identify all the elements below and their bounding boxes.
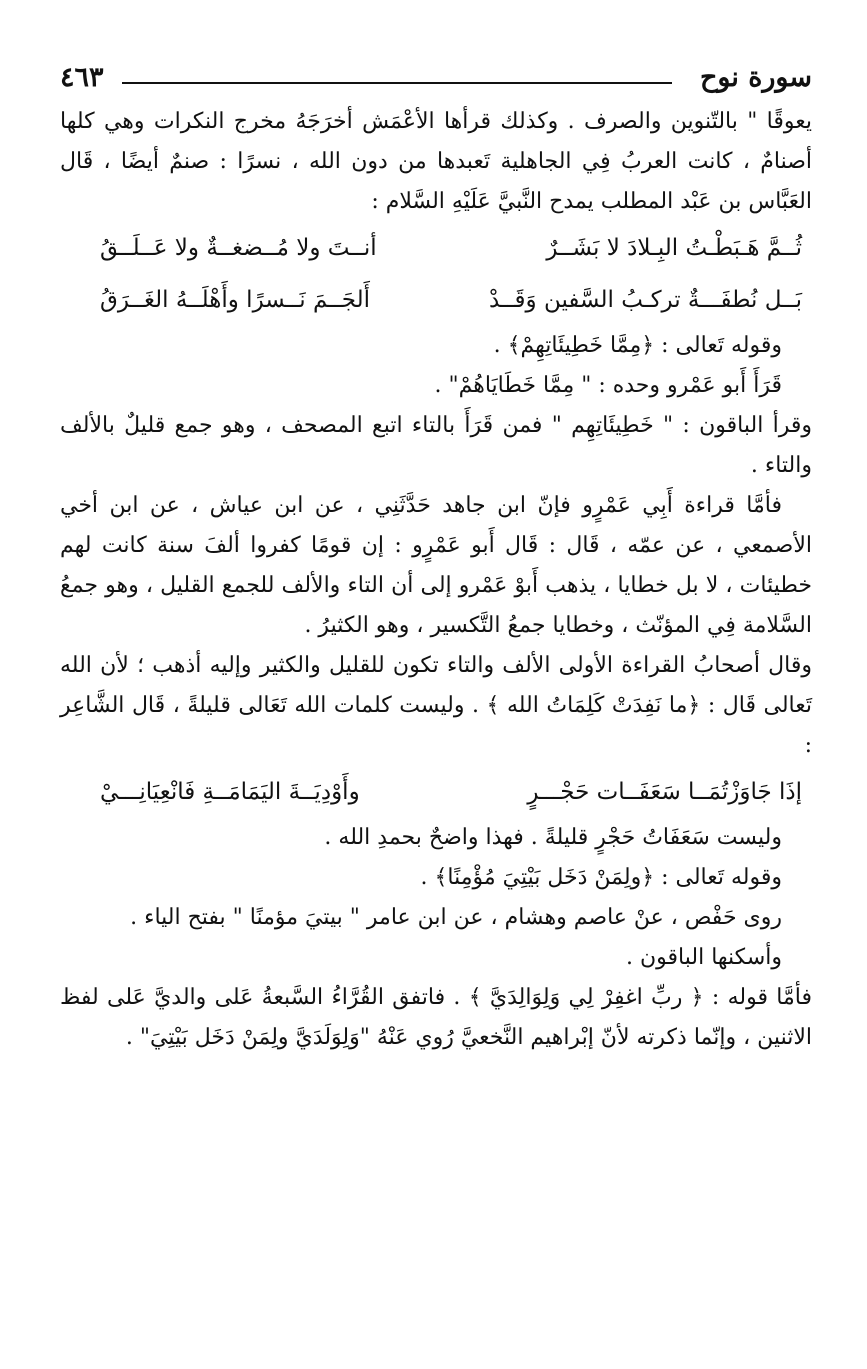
- poetry-verse-2: [60, 274, 812, 326]
- body-text: [60, 102, 812, 1058]
- header-rule: [122, 82, 672, 84]
- paragraph-2: وقوله تَعالى : ﴿مِمَّا خَطِيئَاتِهِمْ﴾ .: [493, 333, 782, 358]
- verse-1-second-hemistich: أنــتَ ولا مُــضغــةٌ ولا عَــلَــقُ: [100, 235, 377, 261]
- paragraph-5: فأمَّا قراءة أَبِي عَمْرٍو فإنّ ابن جاهد حَدَّثَنِي ، عن ابن عياش ، عن ابن أخي الأصمعي ، عن عمّه ، قَال : قَال أَبو عَمْرٍو : إن قومًا كفروا ألفَ سنة كانت لهم خطيئات ، لا بل خطايا ، يذهب أَبوْ عَمْرو إلى أن التاء والألف للجمع القليل ، وهو جمعُ السَّلامة فِي المؤنّث ، وخطايا جمعُ التَّكسير ، وهو الكثيرُ .: [60, 493, 812, 638]
- surah-title: سورة نوح: [699, 62, 812, 93]
- paragraph-8: وقوله تَعالى : ﴿ولِمَنْ دَخَل بَيْتِيَ مُؤْمِنًا﴾ .: [420, 865, 782, 890]
- document-page: [60, 58, 812, 1058]
- paragraph-10: وأسكنها الباقون .: [626, 945, 782, 970]
- paragraph-4: وقرأ الباقون : " خَطِيئَاتِهِم " فمن قَرَأَ بالتاء اتبع المصحف ، وهو جمع قليلٌ بالألف والتاء .: [60, 413, 812, 478]
- running-header: [60, 58, 812, 102]
- verse-1-first-hemistich: ثُــمَّ هَـبَطْـتُ البِـلادَ لا بَشَــرٌ: [546, 235, 802, 261]
- poetry-verse-3: [60, 766, 812, 818]
- verse-2-first-hemistich: بَــل نُطفَـــةٌ تركـبُ السَّفين وَقَــدْ: [488, 287, 802, 313]
- page-number: ٤٦٣: [60, 62, 104, 93]
- paragraph-1: يعوقًا " بالتّنوين والصرف . وكذلك قرأها الأعْمَش أخرَجَهُ مخرج النكرات وهي كلها أصنامٌ ، كانت العربُ فِي الجاهلية تَعبدها من دون الله ، نسرًا : صنمٌ أيضًا ، قَال العَبَّاس بن عَبْد المطلب يمدح النَّبيَّ عَلَيْهِ السَّلام :: [60, 109, 812, 214]
- poetry-verse-1: [60, 222, 812, 274]
- paragraph-3: قَرَأَ أَبو عَمْرو وحده : " مِمَّا خَطَايَاهُمْ" .: [434, 373, 782, 398]
- paragraph-11: فأمَّا قوله : ﴿ ربِّ اغفِرْ لِي وَلِوَالِدَيَّ ﴾ . فاتفق القُرَّاءُ السَّبعةُ عَلى والديَّ عَلى لفظ الاثنين ، وإنّما ذكرته لأنّ إبْراهيم النَّخعيَّ رُوي عَنْهُ "وَلِوَلَدَيَّ ولِمَنْ دَخَل بَيْتِيَ" .: [60, 985, 812, 1050]
- verse-3-first-hemistich: إذَا جَاوَزْتُمَــا سَعَفَــات حَجْـــرٍ: [527, 779, 802, 805]
- paragraph-9: روى حَفْص ، عنْ عاصم وهشام ، عن ابن عامر " بيتيَ مؤمنًا " بفتح الياء .: [130, 905, 782, 930]
- verse-3-second-hemistich: وأَوْدِيَــةَ اليَمَامَــةِ فَانْعِيَانِـــيْ: [100, 779, 360, 805]
- paragraph-7: وليست سَعَفَاتُ حَجْرٍ قليلةً . فهذا واضحٌ بحمدِ الله .: [324, 825, 782, 850]
- verse-2-second-hemistich: أَلجَــمَ نَــسرًا وأَهْلَــهُ الغَــرَقُ: [100, 287, 370, 313]
- paragraph-6: وقال أصحابُ القراءة الأولى الألف والتاء تكون للقليل والكثير وإليه أذهب ؛ لأن الله تَعالى قَال : ﴿ما نَفِدَتْ كَلِمَاتُ الله ﴾ . وليست كلمات الله تَعَالى قليلةً ، قَال الشَّاعِر :: [60, 653, 812, 758]
